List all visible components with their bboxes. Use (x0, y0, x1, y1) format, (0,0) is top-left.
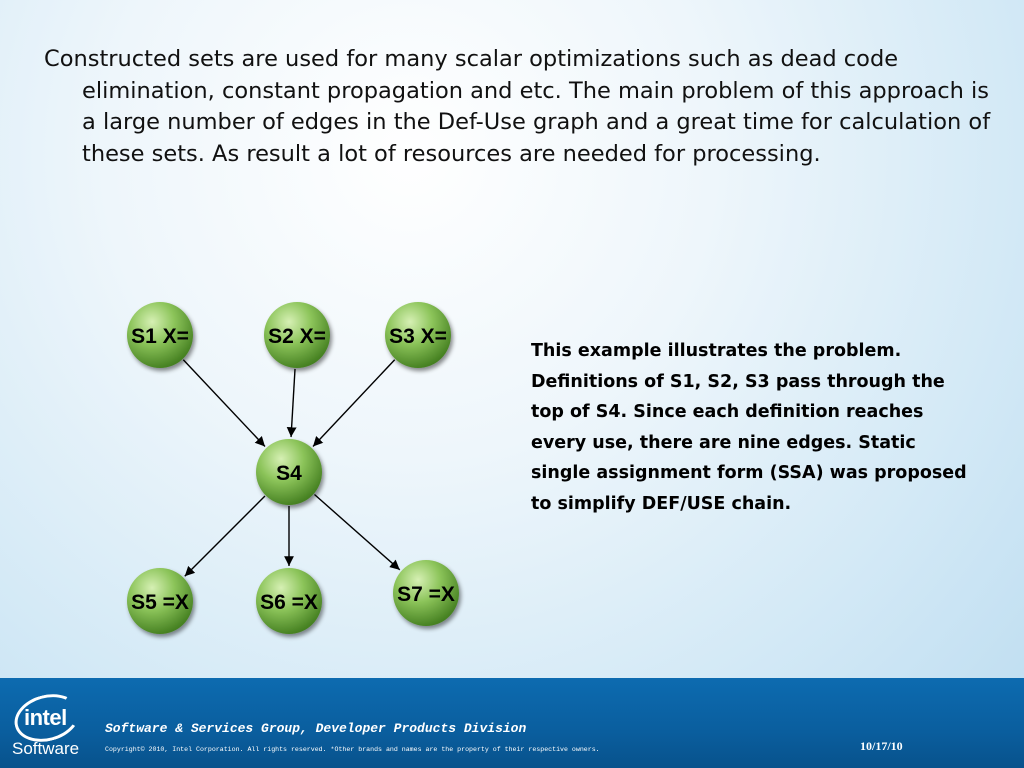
nodes-group (127, 302, 459, 634)
intro-text: Constructed sets are used for many scalar optimizations such as dead code elimination, constant propagation and etc. The main problem of this approach is a large number of edges in the Def-Use graph and a great time for calculation of these sets. As result a lot of resources are needed for processing. (44, 46, 991, 167)
node-s1 (127, 302, 193, 368)
explanation-text: This example illustrates the problem. Definitions of S1, S2, S3 pass through the top of S4. Since each definition reaches every use, there are nine edges. Static single assignment form (SSA) was proposed to simplify DEF/USE chain. (531, 341, 967, 514)
edge-s2-s4 (291, 369, 295, 437)
logo-subtitle: Software (12, 739, 80, 758)
edge-s3-s4 (313, 360, 395, 447)
node-s1-label: S1 X= (131, 325, 189, 348)
node-s3 (385, 302, 451, 368)
slide-date: 10/17/10 (860, 739, 903, 753)
node-s2 (264, 302, 330, 368)
edge-s4-s7 (314, 495, 399, 570)
division-title: Software & Services Group, Developer Products Division (105, 721, 527, 736)
node-s2-label: S2 X= (268, 325, 326, 348)
edge-s1-s4 (183, 360, 265, 447)
node-s7-label: S7 =X (397, 583, 455, 606)
node-s5-label: S5 =X (131, 591, 189, 614)
footer-bar (0, 678, 1024, 768)
intel-software-logo (12, 693, 82, 763)
node-s6-label: S6 =X (260, 591, 318, 614)
node-s3-label: S3 X= (389, 325, 447, 348)
node-s5 (127, 568, 193, 634)
copyright-notice: Copyright© 2010, Intel Corporation. All rights reserved. *Other brands and names are the property of their respective owners. (105, 746, 600, 753)
node-s7 (393, 560, 459, 626)
logo-word: intel (24, 705, 67, 730)
node-s4-label: S4 (276, 462, 302, 485)
node-s4 (256, 439, 322, 505)
edge-s4-s5 (185, 496, 265, 576)
node-s6 (256, 568, 322, 634)
